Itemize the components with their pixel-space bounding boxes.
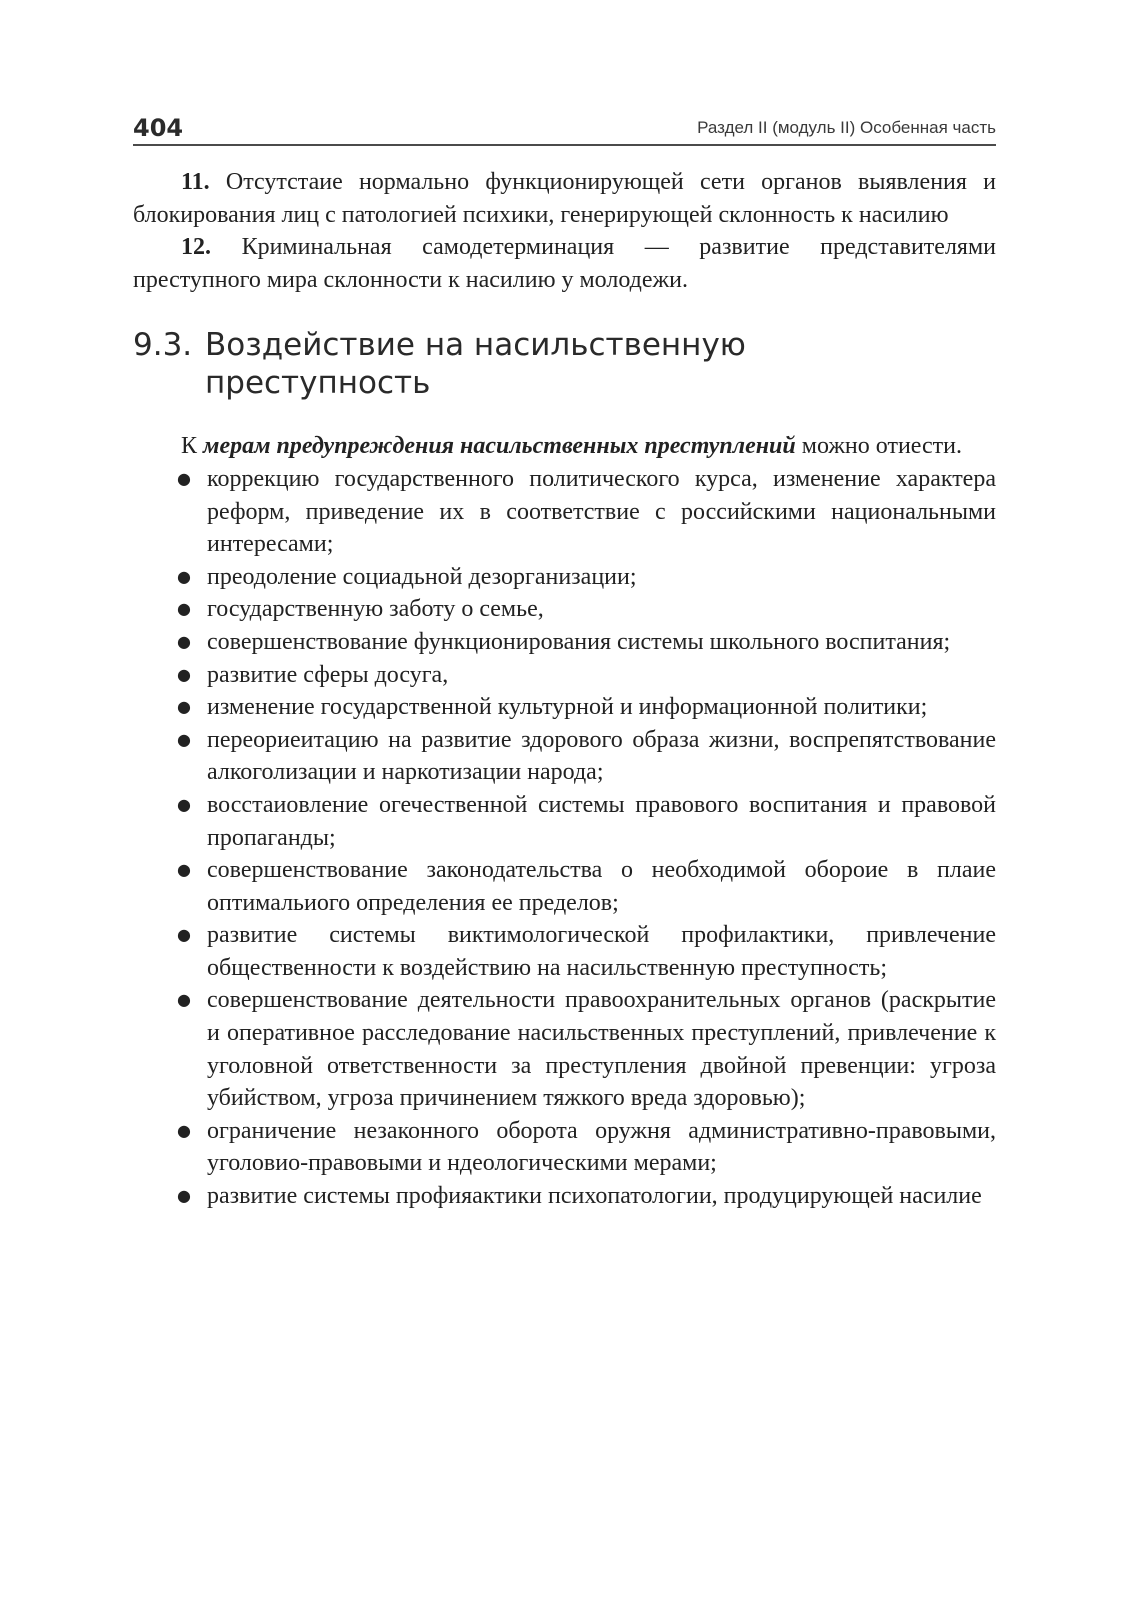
paragraph-text: Отсутстаие нормально функционирующей сети органов выявления и блокирования лиц с патологией психики, генерирующей склонность к насилию bbox=[133, 169, 996, 228]
list-item-text: совершенствование деятельности правоохранительных органов (раскрытие и оперативное расследование насильственных преступлений, привлечение к уголовной ответственности за преступления двойной превенции: угроза убийством, угроза причинением тяжкого вреда здоровью); bbox=[207, 987, 996, 1112]
list-item bbox=[177, 984, 996, 1114]
list-item bbox=[177, 1180, 996, 1213]
paragraph-text: Криминальная самодетерминация — развитие представителями преступного мира склонности к насилию у молодежи. bbox=[133, 234, 996, 293]
list-item-text: совершенствование законодательства о необходимой обороие в плаие оптимальиого определения ее пределов; bbox=[207, 857, 996, 916]
bullet-icon: ● bbox=[177, 1186, 191, 1206]
page-number: 404 bbox=[133, 114, 184, 142]
paragraph-number: 12. bbox=[181, 234, 211, 261]
list-item bbox=[177, 626, 996, 659]
bullet-icon: ● bbox=[177, 925, 191, 945]
bullet-icon: ● bbox=[177, 1120, 191, 1140]
list-item bbox=[177, 593, 996, 626]
intro-term: мерам предупреждения насильственных преступлений bbox=[203, 433, 796, 460]
list-item bbox=[177, 854, 996, 919]
list-item bbox=[177, 463, 996, 561]
list-item-text: государственную заботу о семье, bbox=[207, 596, 544, 623]
list-item-text: развитие сферы досуга, bbox=[207, 661, 449, 688]
bullet-icon: ● bbox=[177, 631, 191, 651]
list-item-text: коррекцию государственного политического курса, изменение характера реформ, приведение их в соответствие с российскими национальными интересами; bbox=[207, 465, 996, 558]
section-title: Воздействие на насильственную преступность bbox=[205, 327, 746, 402]
bullet-icon: ● bbox=[177, 794, 191, 814]
bullet-icon: ● bbox=[177, 566, 191, 586]
measures-list bbox=[133, 463, 996, 1213]
list-item bbox=[177, 691, 996, 724]
paragraph-number: 11. bbox=[181, 169, 210, 195]
bullet-icon: ● bbox=[177, 664, 191, 684]
list-item bbox=[177, 724, 996, 789]
paragraph-11 bbox=[133, 166, 996, 231]
list-item-text: ограничение незаконного оборота оружня административно-правовыми, уголовио-правовыми и ндеологическими мерами; bbox=[207, 1117, 996, 1177]
list-item bbox=[177, 919, 996, 984]
bullet-icon: ● bbox=[177, 697, 191, 717]
list-item-text: изменение государственной культурной и информационной политики; bbox=[207, 694, 928, 721]
bullet-icon: ● bbox=[177, 860, 191, 880]
bullet-icon: ● bbox=[177, 990, 191, 1010]
section-heading bbox=[133, 326, 996, 402]
bullet-icon: ● bbox=[177, 729, 191, 749]
list-item bbox=[177, 561, 996, 594]
intro-lead: К bbox=[181, 433, 204, 460]
list-item-text: восстаиовление огечественной системы правового воспитания и правовой пропаганды; bbox=[207, 791, 996, 851]
list-item-text: преодоление социадьной дезорганизации; bbox=[207, 563, 637, 590]
list-item bbox=[177, 789, 996, 854]
bullet-icon: ● bbox=[177, 599, 191, 619]
page-body bbox=[133, 166, 996, 1213]
list-item-text: совершенствование функционирования системы школьного воспитания; bbox=[207, 628, 951, 655]
intro-paragraph bbox=[133, 430, 996, 463]
running-header bbox=[133, 112, 996, 146]
intro-tail: можно отиести. bbox=[795, 433, 963, 460]
section-number: 9.3. bbox=[133, 327, 193, 364]
list-item bbox=[177, 1115, 996, 1180]
list-item-text: развитие системы профияактики психопатологии, продуцирующей насилие bbox=[207, 1183, 982, 1210]
list-item-text: развитие системы виктимологической профилактики, привлечение общественности к воздействию на насильственную преступность; bbox=[207, 922, 996, 981]
list-item bbox=[177, 659, 996, 692]
list-item-text: переориеитацию на развитие здорового образа жизни, воспрепятствование алкоголизации и наркотизации народа; bbox=[207, 726, 996, 786]
paragraph-12 bbox=[133, 231, 996, 296]
bullet-icon: ● bbox=[177, 468, 191, 488]
running-title: Раздел II (модуль II) Особенная часть bbox=[697, 118, 996, 137]
